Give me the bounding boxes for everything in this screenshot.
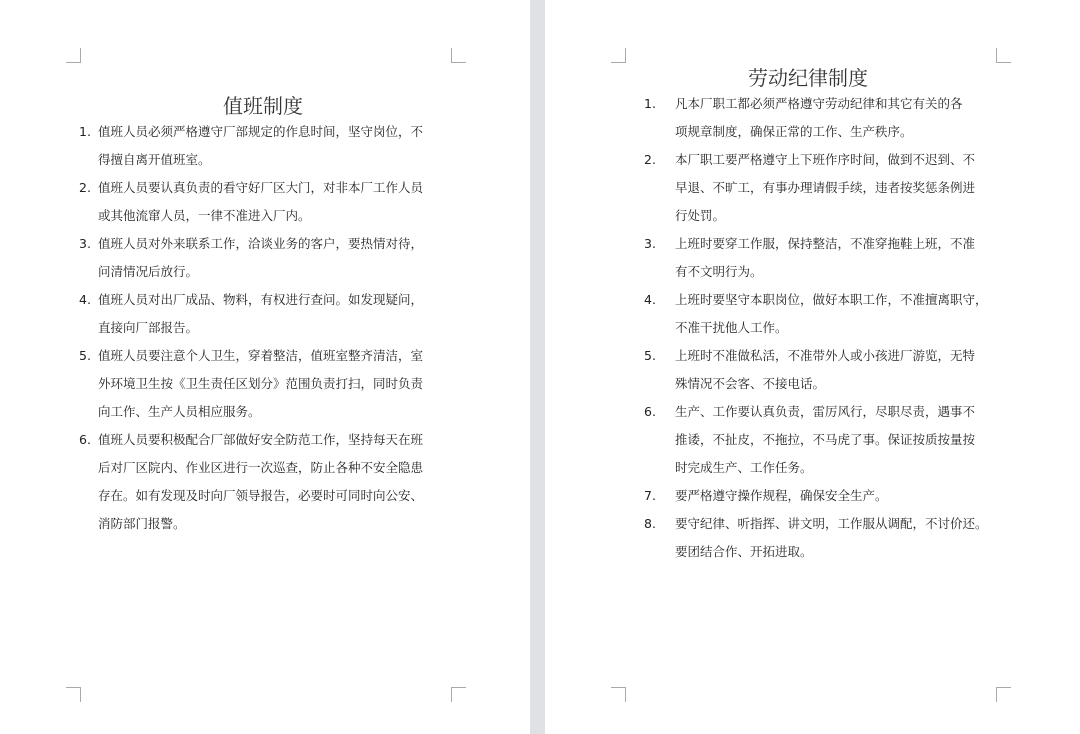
- margin-corner-bottom-right: [996, 687, 1011, 702]
- rule-list: [79, 118, 479, 538]
- rule-text-line: 上班时要坚守本职岗位，做好本职工作，不准擅离职守，: [675, 292, 988, 307]
- rule-number: 2.: [644, 152, 656, 167]
- margin-corner-top-right: [451, 48, 466, 63]
- rule-item: [79, 286, 479, 342]
- rule-text-line: 推诿，不扯皮，不拖拉，不马虎了事。保证按质按量按: [675, 432, 976, 447]
- rule-text-line: 消防部门报警。: [98, 516, 186, 531]
- document-page-right: [545, 0, 1080, 734]
- rule-text-line: 上班时不准做私活，不准带外人或小孩进厂游览，无特: [675, 348, 976, 363]
- rule-number: 5.: [79, 348, 91, 363]
- rule-text-line: 凡本厂职工都必须严格遵守劳动纪律和其它有关的各: [675, 96, 963, 111]
- rule-number: 3.: [79, 236, 91, 251]
- rule-text-line: 或其他流窜人员，一律不准进入厂内。: [98, 208, 311, 223]
- page-title: 劳动纪律制度: [748, 66, 868, 90]
- rule-item: [79, 118, 479, 174]
- rule-text-line: 本厂职工要严格遵守上下班作序时间，做到不迟到、不: [675, 152, 976, 167]
- rule-number: 3.: [644, 236, 656, 251]
- rule-number: 1.: [644, 96, 656, 111]
- rule-number: 4.: [79, 292, 91, 307]
- rule-item: [644, 482, 1064, 510]
- rule-text-line: 早退、不旷工，有事办理请假手续，违者按奖惩条例进: [675, 180, 976, 195]
- rule-number: 1.: [79, 124, 91, 139]
- rule-item: [644, 230, 1064, 286]
- rule-item: [79, 342, 479, 426]
- rule-item: [644, 398, 1064, 482]
- margin-corner-bottom-left: [611, 687, 626, 702]
- rule-text-line: 存在。如有发现及时向厂领导报告，必要时可同时向公安、: [98, 488, 424, 503]
- margin-corner-top-left: [611, 48, 626, 63]
- rule-text-line: 不准干扰他人工作。: [675, 320, 788, 335]
- rule-text-line: 殊情况不会客、不接电话。: [675, 376, 826, 391]
- rule-text-line: 时完成生产、工作任务。: [675, 460, 813, 475]
- rule-number: 8.: [644, 516, 656, 531]
- margin-corner-top-left: [66, 48, 81, 63]
- rule-text-line: 值班人员要积极配合厂部做好安全防范工作，坚持每天在班: [98, 432, 424, 447]
- margin-corner-bottom-left: [66, 687, 81, 702]
- rule-text-line: 问清情况后放行。: [98, 264, 199, 279]
- rule-number: 6.: [79, 432, 91, 447]
- rule-text-line: 值班人员要注意个人卫生，穿着整洁，值班室整齐清洁，室: [98, 348, 424, 363]
- rule-text-line: 要团结合作、开拓进取。: [675, 544, 813, 559]
- rule-item: [644, 146, 1064, 230]
- rule-text-line: 要守纪律、听指挥、讲文明，工作服从调配，不讨价还。: [675, 516, 988, 531]
- rule-text-line: 值班人员对外来联系工作，洽谈业务的客户，要热情对待，: [98, 236, 424, 251]
- rule-item: [644, 90, 1064, 146]
- rule-number: 4.: [644, 292, 656, 307]
- rule-text-line: 上班时要穿工作服，保持整洁，不准穿拖鞋上班，不准: [675, 236, 976, 251]
- rule-text-line: 有不文明行为。: [675, 264, 763, 279]
- rule-text-line: 向工作、生产人员相应服务。: [98, 404, 261, 419]
- document-page-left: [0, 0, 530, 734]
- rule-text-line: 外环境卫生按《卫生责任区划分》范围负责打扫，同时负责: [98, 376, 424, 391]
- rule-text-line: 值班人员要认真负责的看守好厂区大门，对非本厂工作人员: [98, 180, 424, 195]
- rule-text-line: 行处罚。: [675, 208, 726, 223]
- page-title: 值班制度: [223, 94, 303, 118]
- rule-item: [79, 174, 479, 230]
- margin-corner-top-right: [996, 48, 1011, 63]
- rule-item: [79, 426, 479, 538]
- rule-item: [644, 510, 1064, 566]
- rule-text-line: 得擅自离开值班室。: [98, 152, 211, 167]
- rule-item: [644, 342, 1064, 398]
- rule-number: 6.: [644, 404, 656, 419]
- rule-text-line: 生产、工作要认真负责，雷厉风行，尽职尽责，遇事不: [675, 404, 976, 419]
- rule-text-line: 值班人员对出厂成品、物料，有权进行查问。如发现疑问，: [98, 292, 424, 307]
- rule-item: [644, 286, 1064, 342]
- rule-text-line: 项规章制度，确保正常的工作、生产秩序。: [675, 124, 913, 139]
- rule-text-line: 直接向厂部报告。: [98, 320, 199, 335]
- rule-number: 5.: [644, 348, 656, 363]
- rule-text-line: 值班人员必须严格遵守厂部规定的作息时间，坚守岗位，不: [98, 124, 424, 139]
- rule-text-line: 要严格遵守操作规程，确保安全生产。: [675, 488, 888, 503]
- margin-corner-bottom-right: [451, 687, 466, 702]
- rule-number: 7.: [644, 488, 656, 503]
- rule-list: [644, 90, 1064, 566]
- rule-text-line: 后对厂区院内、作业区进行一次巡查，防止各种不安全隐患: [98, 460, 424, 475]
- rule-number: 2.: [79, 180, 91, 195]
- rule-item: [79, 230, 479, 286]
